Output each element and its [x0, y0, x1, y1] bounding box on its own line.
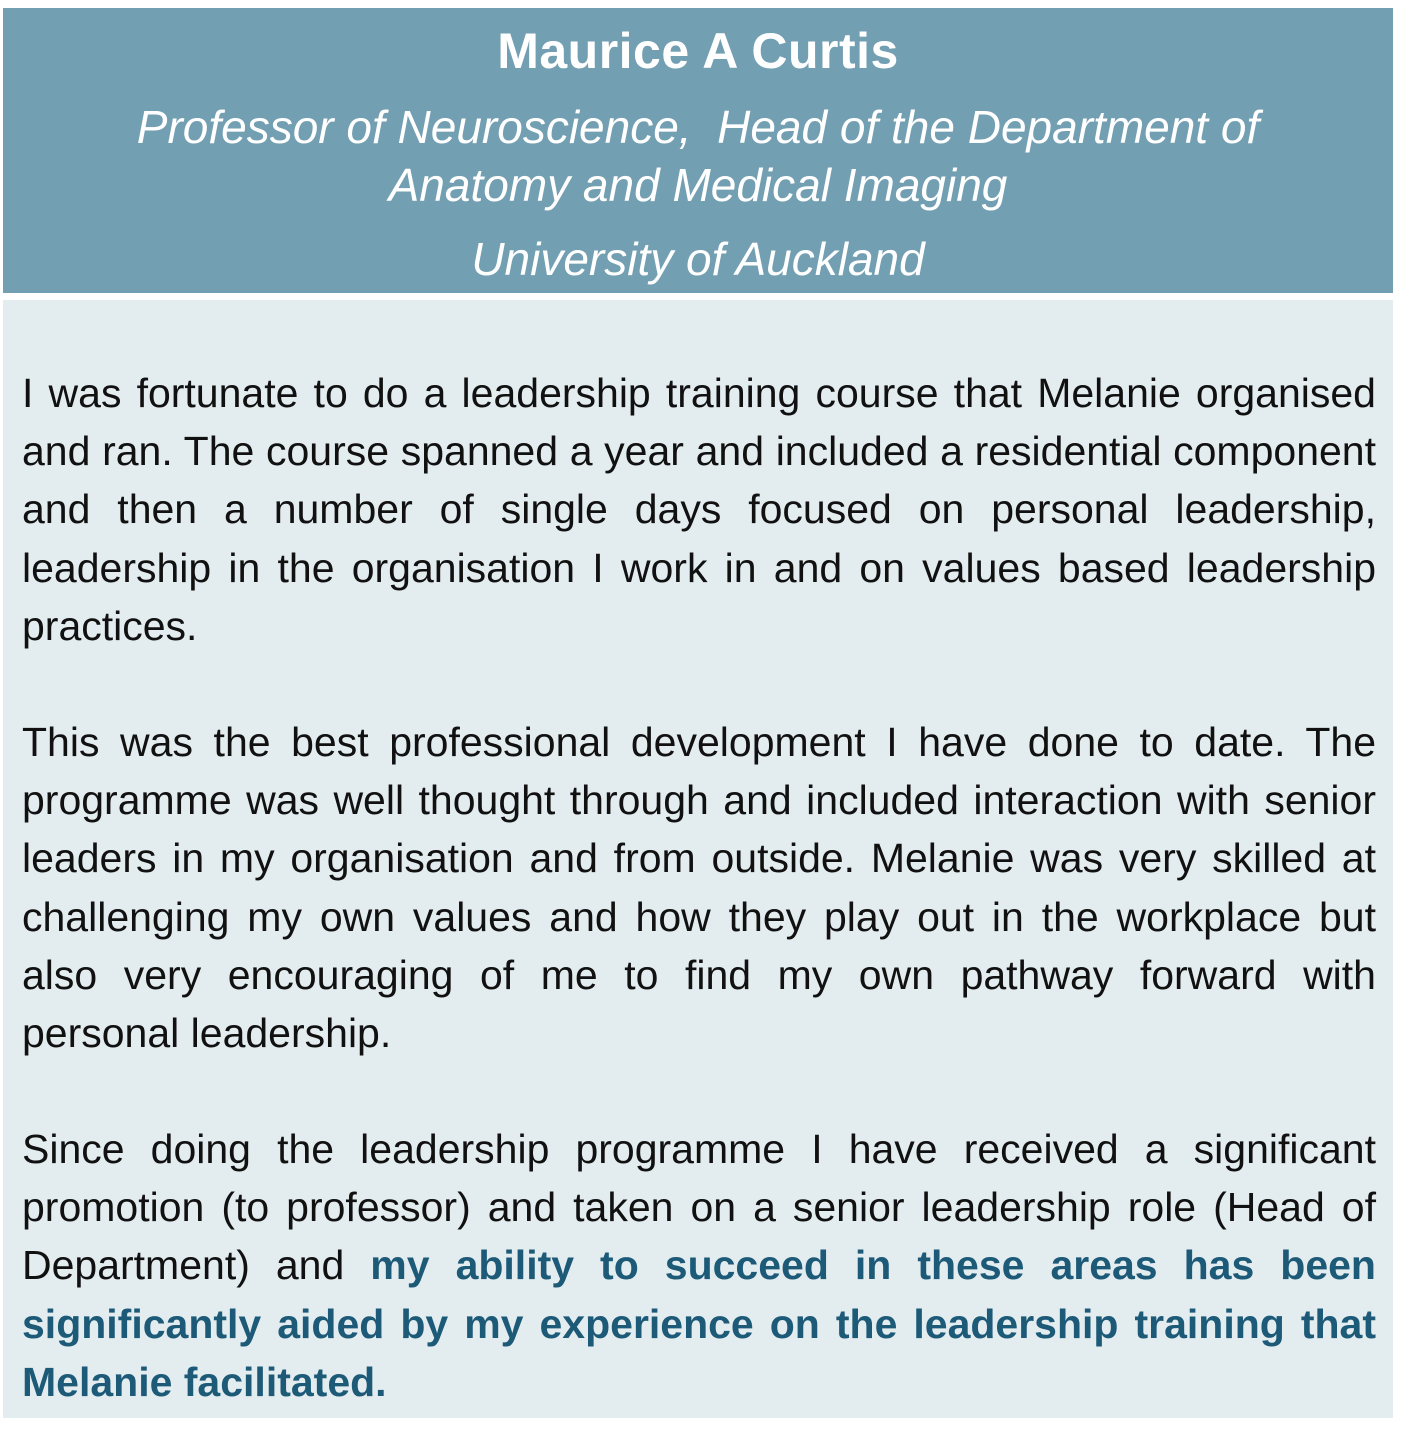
testimonial-body	[3, 300, 1393, 1418]
testimonial-paragraph-2: This was the best professional development I have done to date. The programme was well thought through and included interaction with senior leaders in my organisation and from outside. Melanie was very skilled at challenging my own values and how they play out in the workplace but also very encouraging of me to find my own pathway forward with personal leadership.	[22, 719, 1376, 1057]
testimonial-paragraph-1: I was fortunate to do a leadership training course that Melanie organised and ran. The course spanned a year and included a residential component and then a number of single days focused on personal leadership, leadership in the organisation I work in and on values based leadership practices.	[22, 370, 1376, 649]
author-title-line-2: Anatomy and Medical Imaging	[388, 159, 1008, 211]
testimonial-header	[3, 8, 1393, 293]
paragraph-3-lead-text: Since doing the leadership programme I have received a significant promotion (to professor) and taken on a senior leadership role (Head of Department) and	[22, 1126, 1376, 1289]
author-title	[3, 98, 1393, 214]
paragraph-3-highlight-text: my ability to succeed in these areas has been significantly aided by my experience on the leadership training that Melanie facilitated.	[22, 1242, 1376, 1405]
author-university: University of Auckland	[471, 233, 925, 285]
author-name: Maurice A Curtis	[497, 23, 899, 79]
testimonial-paragraph-3	[22, 1120, 1376, 1411]
author-title-line-1: Professor of Neuroscience, Head of the Department of	[136, 101, 1260, 153]
